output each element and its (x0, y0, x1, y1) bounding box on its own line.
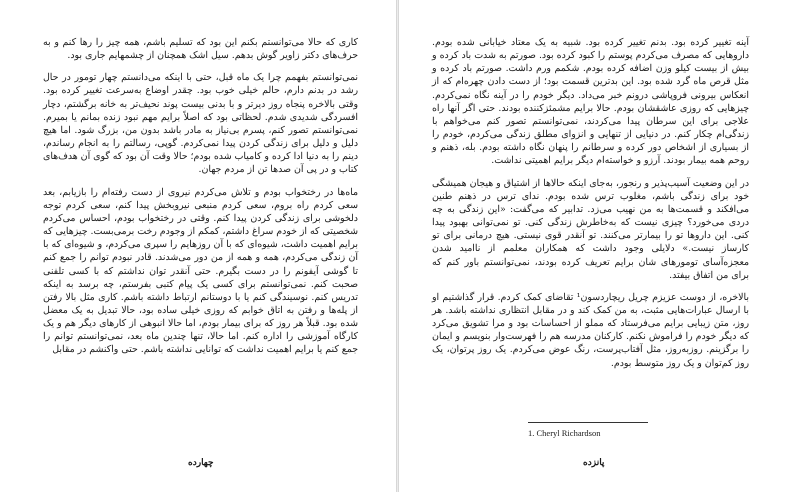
left-page-number: چهارده (188, 458, 214, 468)
right-paragraph-1: آینه تغییر کرده بود. بدنم تغییر کرده بود. شبیه به یک معتاد خیابانی شده بودم. داروهایی که مصرف می‌کردم پوستم را کبود کرده بود. صورتم به شدت باد کرده و بیش از بیست کیلو وزن اضافه کرده بودم. شکمم ورم داشت. صورتم باد کرده و مثل قرص ماه گرد شده بود. این بدترین قسمت بود؛ از دست دادن چهره‌ام که از انعکاس بیرونی فروپاشی درونم خبر می‌داد. دیگر خودم را در آینه نگاه نمی‌کردم. چیزهایی که روزی عاشقشان بودم. حالا برایم مشمئزکننده بودند. حتی اگر آنها راه علاجی برای این سرطان پیدا می‌کردند، نمی‌توانستم تصور کنم می‌خواهم با زندگی‌ام چکار کنم. در دنیایی از تنهایی و انزوای مطلق زندگی می‌کردم، خودم را از بسیاری از اشخاص دور کرده و سرطانم را پنهان نگاه داشته بودم. بله، ذهنم و روحم همه بیمار بودند. آرزو و خواسته‌ام دیگر برایم اهمیتی نداشت. (432, 37, 749, 167)
left-paragraph-1: کاری که حالا می‌توانستم بکنم این بود که تسلیم باشم، همه چیز را رها کنم و به حرف‌های دکتر زاویر گوش بدهم. سیل اشک همچنان از چشمهایم جاری بود. (43, 37, 358, 62)
left-paragraph-3: ماه‌ها در رختخواب بودم و تلاش می‌کردم نیروی از دست رفته‌ام را بازیابم، بعد سعی کردم راه بروم، سعی کردم منبعی نیرو‌بخش پیدا کنم، سعی کردم توجه دلخوشی برای زندگی کردن پیدا کنم. وقتی در رختخواب بودم، احساس می‌کردم شخصیتی که از خودم سراغ داشتم، کمکم از وجودم رخت برمی‌بست. چیزهایی که برایم اهمیت داشت، شیوه‌ای که با آن روزهایم را سپری می‌کردم، و شیوه‌ای که با آن زندگی می‌کردم، همه و همه از من دور می‌شدند. قادر نبودم توانم را جمع کنم تا گوشی آیفونم را در دست بگیرم. حتی آنقدر توان نداشتم که با کسی تلفنی صحبت کنم. نمی‌توانستم برای کسی یک پیام کتبی بفرستم، چه برسد به اینکه تدریس کنم. نوسیندگی کنم یا با دوستانم ارتباط داشته باشم. کاری مثل بالا رفتن از پله‌ها و رفتن به اتاق خوابم که روزی خیلی ساده بود، حالا تبدیل به یک معضل شده بود. قبلاً هر روز که برای بیمار بودم، اما حالا انبوهی از کارهای دیگر هم و یک کارگاه آموزشی را اداره کنم. اما حالا، تنها چندین ماه بعد، نمی‌توانستم توانم را جمع کنم یا برایم اهمیت نداشت که توانایی نداشته باشم. حتی واکنشم در مقابل (43, 186, 358, 356)
right-paragraph-3: بالاخره، از دوست عزیزم چریل ریچاردسون¹ تقاضای کمک کردم. قرار گذاشتیم او با ارسال عبارات‌هایی مثبت، به من کمک کند و در مقابل انتظاری نداشته باشد. هر روز، متن زیبایی برایم می‌فرستاد که مملو از احساسات بود و مرا تشویق می‌کرد که دیگر خودم را فراموش نکنم. کارکنان مدرسه هم را فهرست‌وار بنویسم و ایمان را برگزینم. روزبه‌روز، مثل آفتاب‌پرست، رنگ عوض می‌کردم. یک روز پرتوان، یک روز کم‌توان و یک روز متوسط بودم. (432, 291, 749, 369)
right-page (398, 0, 795, 492)
footnote-divider (528, 422, 648, 423)
left-paragraph-2: نمی‌توانستم بفهمم چرا یک ماه قبل، حتی با اینکه می‌دانستم چهار تومور در حال رشد در بدنم دارم، حالم خیلی خوب بود. چقدر اوضاع به‌سرعت تغییر کرده بود. وقتی بالاخره پنجاه روز دیرتر و با بدنی بیست پوند نحیف‌تر به خانه برگشتم، دچار افسردگی شدیدی شدم. لحظاتی بود که اصلاً برایم مهم نبود زنده بمانم یا بمیرم. نمی‌توانستم تصور کنم، پسرم بی‌نیاز به مادر باشد بدون من، بزرگ شود. اما هیچ دلیل و دلیل برای زندگی کردن پیدا نمی‌کردم. گوپی، رسالتم را به انجام رساندم، دینم را به دنیا ادا کرده و کامیاب شده بودم؛ حالا وقت آن بود که گوی آن هدف‌های کتاب و در پی آن صدها تن از مردم جهان. (42, 72, 358, 176)
left-page (1, 0, 398, 492)
right-paragraph-2: در این وضعیت آسیب‌پذیر و رنجور، به‌جای اینکه حالاها از اشتیاق و هیجان همیشگی خود برای زندگی باشم، مغلوب ترس شده بودم. ندای ترس در ذهنم طنین می‌افکند و قسمت‌ها به من نهیب می‌زد. تدابیر که می‌گفت: «این زندگی به چه دردی می‌خورد؟ چیزی نیست که به‌خاطرش زندگی کنی. تو نمی‌توانی بهبود پیدا کنی. این داروها تو را بیمارتر می‌کنند. تو آنقدر قوی نیستی. هیچ درمانی برای تو کارساز نیست.» دلایلی وجود داشت که همکاران معلمم از ناامید شدن معجزه‌آسای تومورهای شان برایم تعریف کرده بودند، نمی‌توانستم باور کنم که برای من اتفاق بیفتد. (432, 177, 749, 281)
book-gutter (396, 0, 399, 492)
footnote: 1. Cheryl Richardson (528, 428, 601, 438)
right-page-number: پانزده (583, 458, 605, 468)
